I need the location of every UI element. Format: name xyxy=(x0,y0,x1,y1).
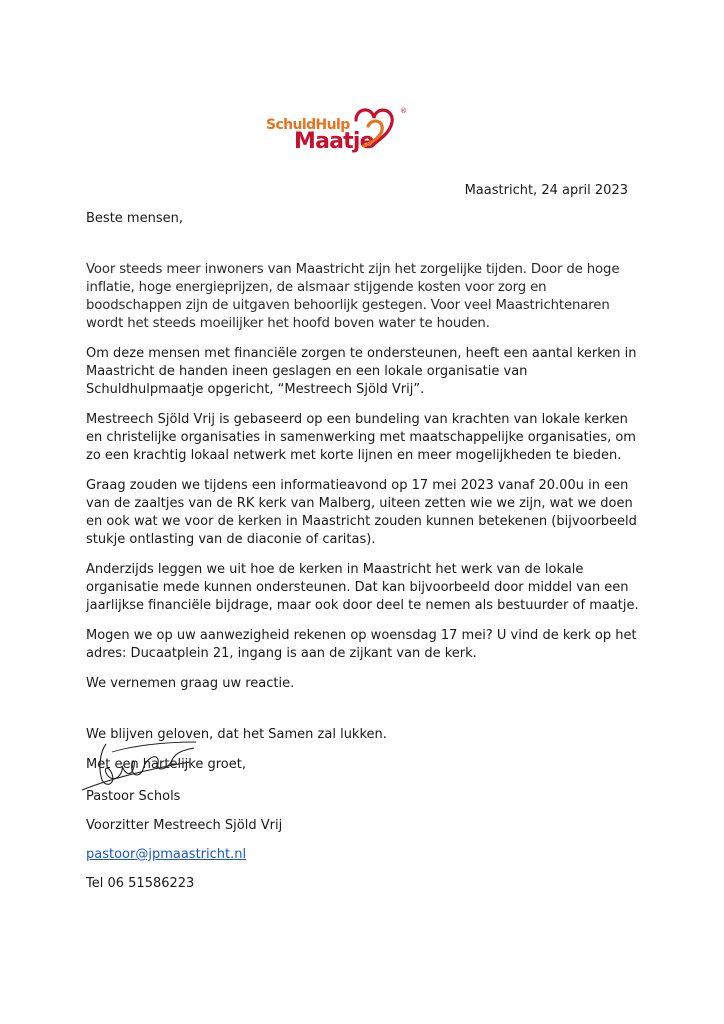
handwritten-signature xyxy=(72,732,202,796)
signer-name: Pastoor Schols xyxy=(86,789,181,804)
date-line: Maastricht, 24 april 2023 xyxy=(464,183,628,198)
greeting: Met een hartelijke groet, xyxy=(86,757,246,772)
heart-icon xyxy=(350,104,402,150)
schuldhulpmaatje-logo xyxy=(262,104,412,164)
paragraph-4: Graag zouden we tijdens een informatieavond op 17 mei 2023 vanaf 20.00u in een van de zaaltjes van de RK kerk van Malberg, uiteen zetten wie we zijn, wat we doen en ook wat we voor de kerken in Maastricht zouden kunnen betekenen (bijvoorbeeld stukje ontlasting van de diaconie of caritas). xyxy=(86,478,637,547)
signer-block xyxy=(86,788,486,893)
letter-body xyxy=(86,210,642,774)
logo-word-schuldhulp: SchuldHulp xyxy=(266,117,350,133)
logo-word-maatje: Maatje xyxy=(294,129,374,154)
paragraph-5: Anderzijds leggen we uit hoe de kerken in Maastricht het werk van de lokale organisatie mede kunnen ondersteunen. Dat kan bijvoorbeeld door middel van een jaarlijkse financiële bijdrage, maar ook door deel te nemen als bestuurder of maatje. xyxy=(86,562,639,613)
paragraph-3: Mestreech Sjöld Vrij is gebaseerd op een bundeling van krachten van lokale kerken en christelijke organisaties in samenwerking met maatschappelijke organisaties, om zo een krachtig lokaal netwerk met korte lijnen en meer mogelijkheden te bieden. xyxy=(86,412,636,463)
phone-number: Tel 06 51586223 xyxy=(86,876,195,891)
signer-role: Voorzitter Mestreech Sjöld Vrij xyxy=(86,818,283,833)
paragraph-7: We vernemen graag uw reactie. xyxy=(86,676,295,691)
paragraph-1: Voor steeds meer inwoners van Maastricht zijn het zorgelijke tijden. Door de hoge inflatie, hoge energieprijzen, de alsmaar stijgende kosten voor zorg en boodschappen zijn de uitgaven behoorlijk gestegen. Voor veel Maastrichtenaren wordt het steeds moeilijker het hoofd boven water te houden. xyxy=(86,262,620,331)
closing-line: We blijven geloven, dat het Samen zal lukken. xyxy=(86,727,387,742)
paragraph-2: Om deze mensen met financiële zorgen te ondersteunen, heeft een aantal kerken in Maastricht de handen ineen geslagen en een lokale organisatie van Schuldhulpmaatje opgericht, “Mestreech Sjöld Vrij”. xyxy=(86,346,637,397)
paragraph-6: Mogen we op uw aanwezigheid rekenen op woensdag 17 mei? U vind de kerk op het adres: Ducaatplein 21, ingang is aan de zijkant van de kerk. xyxy=(86,628,637,661)
email-link[interactable]: pastoor@jpmaastricht.nl xyxy=(86,847,247,862)
salutation: Beste mensen, xyxy=(86,211,183,226)
registered-mark: ® xyxy=(400,107,407,115)
